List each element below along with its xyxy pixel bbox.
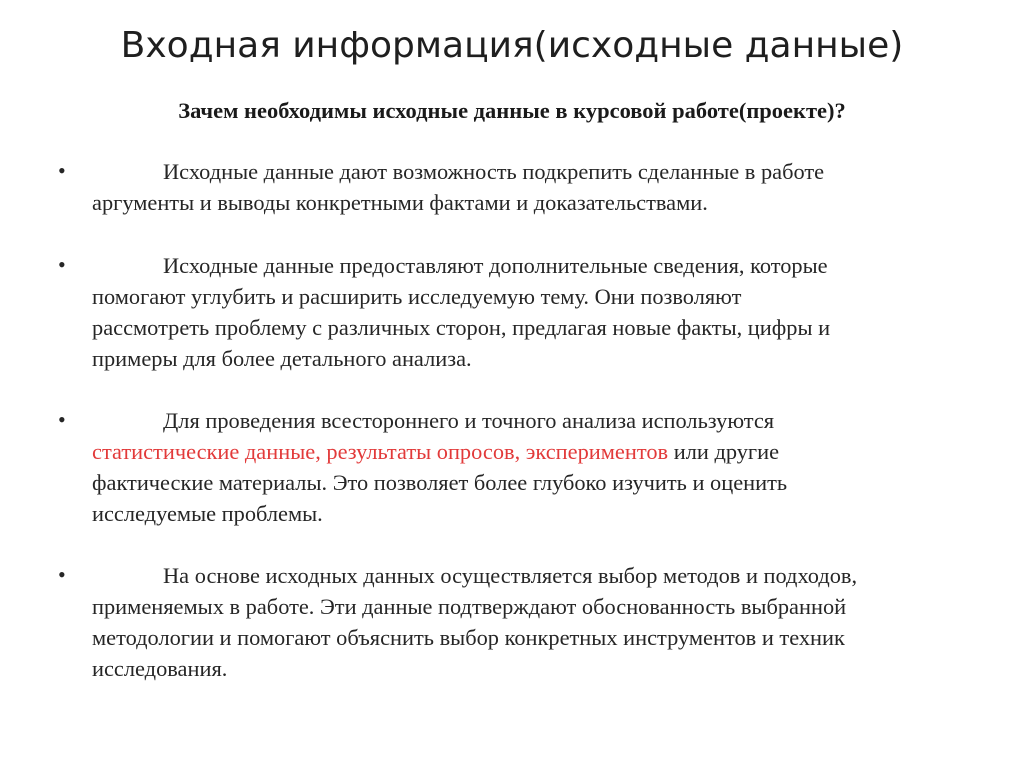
bullet-paragraph-3 [92,405,992,529]
paragraph-line: На основе исходных данных осуществляется выбор методов и подходов, [163,563,858,588]
bullet-paragraph-1 [92,156,992,218]
paragraph-line: исследуемые проблемы. [92,501,323,526]
paragraph-line: Исходные данные дают возможность подкрепить сделанные в работе [163,159,825,184]
paragraph-line: методологии и помогают объяснить выбор конкретных инструментов и техник [92,625,845,650]
paragraph-line: аргументы и выводы конкретными фактами и доказательствами. [92,190,708,215]
paragraph-line: применяемых в работе. Эти данные подтверждают обоснованность выбранной [92,594,847,619]
slide-title: Входная информация(исходные данные) [120,25,904,66]
paragraph-line: Для проведения всестороннего и точного анализа используются [163,408,775,433]
bullet-marker: • [58,252,66,277]
paragraph-line: рассмотреть проблему с различных сторон, предлагая новые факты, цифры и [92,315,831,340]
paragraph-line [92,436,992,467]
slide-subtitle: Зачем необходимы исходные данные в курсовой работе(проекте)? [178,98,846,123]
bullet-marker: • [58,158,66,183]
bullet-paragraph-4 [92,560,992,684]
paragraph-line: примеры для более детального анализа. [92,346,472,371]
bullet-marker: • [58,562,66,587]
highlighted-text: статистические данные, результаты опросов, экспериментов [92,439,669,464]
paragraph-line: помогают углубить и расширить исследуемую тему. Они позволяют [92,284,742,309]
bullet-paragraph-2 [92,250,992,374]
paragraph-line: фактические материалы. Это позволяет более глубоко изучить и оценить [92,470,788,495]
bullet-marker: • [58,407,66,432]
paragraph-line: Исходные данные предоставляют дополнительные сведения, которые [163,253,828,278]
paragraph-text: или другие [668,439,780,464]
paragraph-line: исследования. [92,656,228,681]
